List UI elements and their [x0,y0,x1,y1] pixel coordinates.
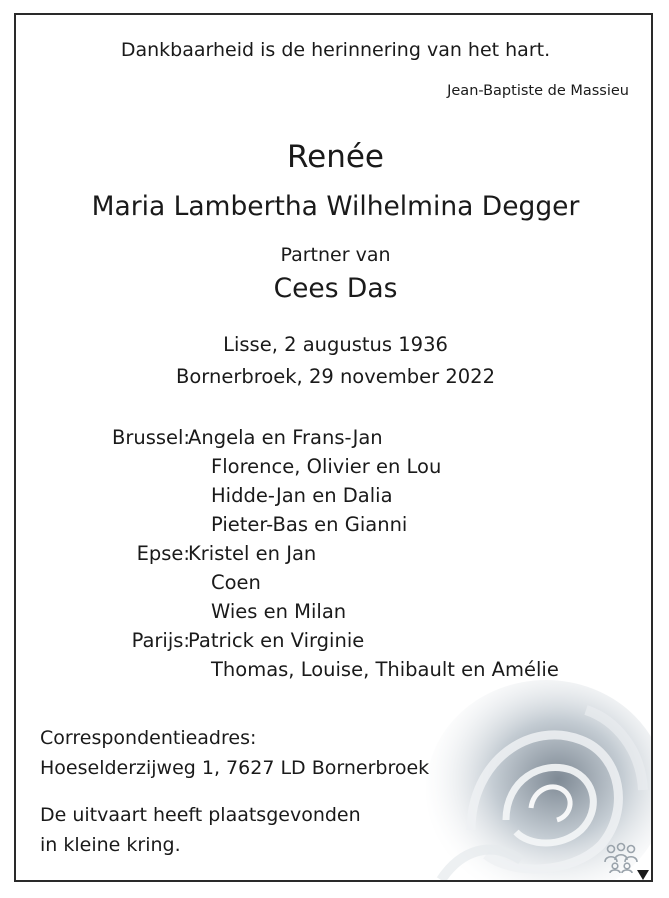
correspondence-address: Hoeselderzijweg 1, 7627 LD Bornerbroek [40,757,430,779]
family-line: Patrick en Virginie [188,629,365,652]
quote-author: Jean-Baptiste de Massieu [447,83,629,99]
correspondence-label: Correspondentieadres: [40,727,257,749]
deceased-first-name: Renée [286,139,384,175]
funeral-note-line1: De uitvaart heeft plaatsgevonden [40,804,361,826]
birth-date: Lisse, 2 augustus 1936 [223,333,448,356]
family-line: Florence, Olivier en Lou [211,455,442,478]
family-city: Epse: [136,542,190,565]
scroll-down-icon[interactable] [637,870,649,880]
partner-name: Cees Das [273,273,398,304]
partner-label: Partner van [280,244,391,266]
family-city: Parijs: [131,629,190,652]
family-line: Pieter-Bas en Gianni [211,513,408,536]
family-line: Kristel en Jan [188,542,317,565]
family-line: Wies en Milan [211,600,347,623]
opening-quote: Dankbaarheid is de herinnering van het hart. [120,39,551,61]
family-city: Brussel: [111,426,190,449]
family-logo-icon [601,842,641,874]
deceased-full-name: Maria Lambertha Wilhelmina Degger [91,191,580,222]
family-line: Hidde-Jan en Dalia [211,484,393,507]
funeral-note-line2: in kleine kring. [40,834,181,856]
obituary-card [14,13,653,882]
family-line: Angela en Frans-Jan [188,426,383,449]
death-date: Bornerbroek, 29 november 2022 [176,365,495,388]
family-line: Thomas, Louise, Thibault en Amélie [211,658,559,681]
family-line: Coen [211,571,261,594]
